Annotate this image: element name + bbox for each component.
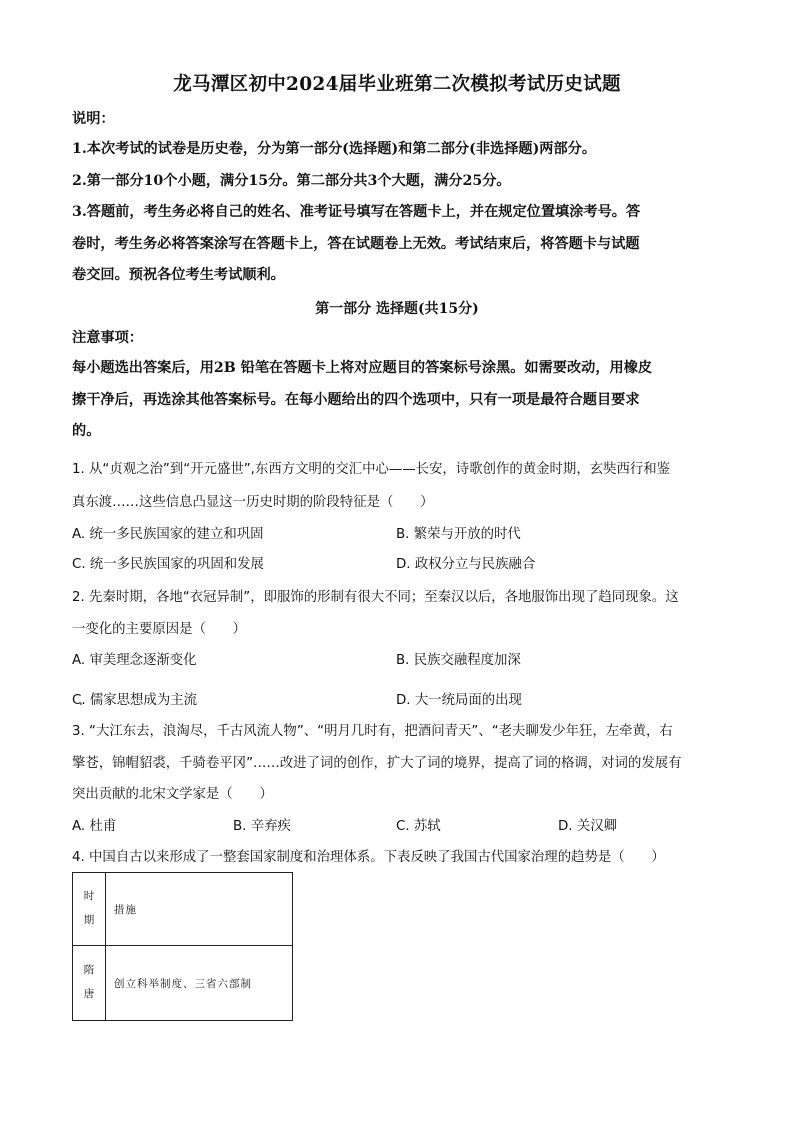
question-3-stem-line-3: 突出贡献的北宋文学家是（ ） bbox=[72, 787, 273, 802]
notice-line-1: 每小题选出答案后，用2B 铅笔在答题卡上将对应题目的答案标号涂黑。如需要改动，用橡皮 bbox=[72, 360, 653, 376]
question-1-option-a: A. 统一多民族国家的建立和巩固 bbox=[72, 527, 264, 542]
question-3-option-b: B. 辛弃疾 bbox=[233, 819, 291, 834]
question-2-option-b: B. 民族交融程度加深 bbox=[396, 653, 521, 668]
instruction-line-4: 卷时，考生务必将答案涂写在答题卡上，答在试题卷上无效。考试结束后，将答题卡与试题 bbox=[72, 236, 640, 252]
table-header-period bbox=[73, 873, 106, 946]
question-4-stem-line-1: 4. 中国自古以来形成了一整套国家制度和治理体系。下表反映了我国古代国家治理的趋势是（ ） bbox=[72, 850, 665, 865]
question-3-option-a: A. 杜甫 bbox=[72, 819, 117, 834]
instruction-line-3: 3.答题前，考生务必将自己的姓名、准考证号填写在答题卡上，并在规定位置填涂考号。答 bbox=[72, 204, 641, 220]
question-3-option-c: C. 苏轼 bbox=[396, 819, 441, 834]
question-3-stem-line-2: 擎苍，锦帽貂裘，千骑卷平冈”……改进了词的创作，扩大了词的境界，提高了词的格调，对词的发展有 bbox=[72, 756, 682, 771]
table-header-period-text: 时期 bbox=[83, 890, 95, 926]
instruction-line-2: 2.第一部分10个小题，满分15分。第二部分共3个大题，满分25分。 bbox=[72, 173, 511, 189]
notice-line-2: 擦干净后，再选涂其他答案标号。在每小题给出的四个选项中，只有一项是最符合题目要求 bbox=[72, 392, 640, 408]
notice-line-3: 的。 bbox=[72, 423, 101, 439]
question-4-table bbox=[72, 872, 293, 1021]
page-title: 龙马潭区初中2024届毕业班第二次模拟考试历史试题 bbox=[173, 74, 621, 95]
question-2-stem-line-2: 一变化的主要原因是（ ） bbox=[72, 622, 247, 637]
section-heading: 第一部分 选择题(共15分) bbox=[315, 301, 479, 317]
table-cell-measure-text: 创立科举制度、三省六部制 bbox=[114, 977, 252, 990]
table-row bbox=[73, 946, 293, 1021]
question-1-stem-line-1: 1. 从“贞观之治”到“开元盛世”,东西方文明的交汇中心——长安，诗歌创作的黄金时期，玄奘西行和鉴 bbox=[72, 462, 671, 477]
table-cell-measure bbox=[106, 946, 293, 1021]
notice-heading: 注意事项： bbox=[72, 330, 143, 346]
question-2-option-d: D. 大一统局面的出现 bbox=[396, 693, 522, 708]
table-header-measure bbox=[106, 873, 293, 946]
instructions-heading: 说明： bbox=[72, 111, 115, 127]
instruction-line-5: 卷交回。预祝各位考生考试顺利。 bbox=[72, 267, 285, 283]
table-cell-period bbox=[73, 946, 106, 1021]
question-2-stem-line-1: 2. 先秦时期，各地“衣冠异制”，即服饰的形制有很大不同；至秦汉以后，各地服饰出现了趋同现象。这 bbox=[72, 590, 679, 605]
table-cell-period-text: 隋唐 bbox=[83, 964, 95, 1000]
table-header-measure-text: 措施 bbox=[114, 903, 137, 916]
question-1-option-b: B. 繁荣与开放的时代 bbox=[396, 527, 521, 542]
question-1-stem-line-2: 真东渡……这些信息凸显这一历史时期的阶段特征是（ ） bbox=[72, 495, 434, 510]
question-1-option-d: D. 政权分立与民族融合 bbox=[396, 557, 536, 572]
question-3-stem-line-1: 3. “大江东去，浪淘尽，千古风流人物”、“明月几时有，把酒问青天”、“老夫聊发少年狂，左牵黄，右 bbox=[72, 724, 673, 739]
question-1-option-c: C. 统一多民族国家的巩固和发展 bbox=[72, 557, 264, 572]
question-2-option-c: C. 儒家思想成为主流 bbox=[72, 693, 197, 708]
table-header-row bbox=[73, 873, 293, 946]
instruction-line-1: 1.本次考试的试卷是历史卷，分为第一部分(选择题)和第二部分(非选择题)两部分。 bbox=[72, 141, 597, 157]
question-2-option-a: A. 审美理念逐渐变化 bbox=[72, 653, 197, 668]
question-3-option-d: D. 关汉卿 bbox=[558, 819, 617, 834]
